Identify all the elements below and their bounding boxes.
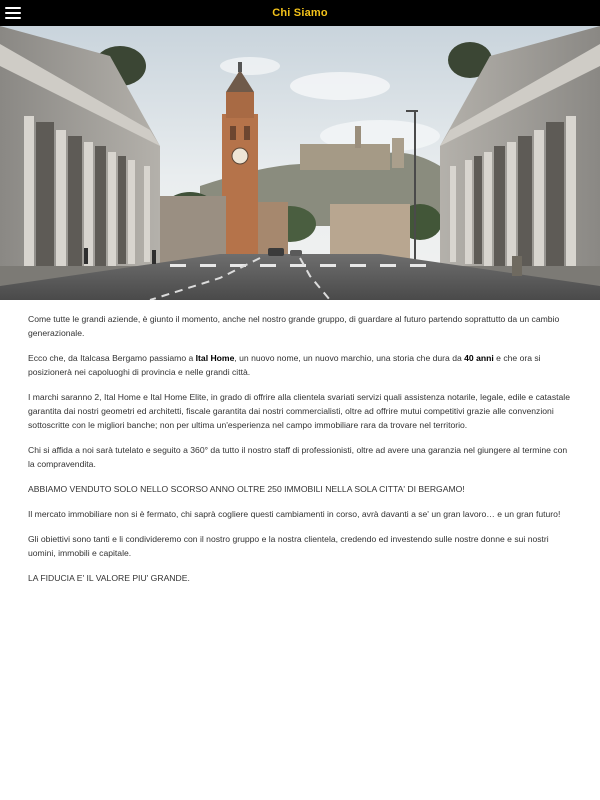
menu-line xyxy=(5,7,21,9)
paragraph xyxy=(28,351,572,379)
text-span: Ecco che, da Italcasa Bergamo passiamo a xyxy=(28,353,196,363)
hamburger-menu-icon[interactable] xyxy=(5,5,21,21)
paragraph: Chi si affida a noi sarà tutelato e seguito a 360° da tutto il nostro staff di professionisti, oltre ad avere una garanzia nel giungere al termine con la compravendita. xyxy=(28,445,568,469)
paragraph: I marchi saranno 2, Ital Home e Ital Home Elite, in grado di offrire alla clientela svariati servizi quali assistenza notarile, legale, edile e catastale garantita dai nostri geometri ed architetti, fiscale garantita dai nostri commercialisti, oltre ad offrire mutui competitivi grazie alle convenzioni sottoscritte con le migliori banche; non per ultima un'esperienza nel campo immobiliare rara da trovare nel territorio. xyxy=(28,392,570,430)
paragraph: ABBIAMO VENDUTO SOLO NELLO SCORSO ANNO OLTRE 250 IMMOBILI NELLA SOLA CITTA' DI BERGAMO! xyxy=(28,484,465,494)
page-title: Chi Siamo xyxy=(272,7,328,19)
paragraph: Il mercato immobiliare non si è fermato, chi saprà cogliere questi cambiamenti in corso, avrà davanti a se' un gran lavoro… e un gran futuro! xyxy=(28,509,561,519)
paragraph: Come tutte le grandi aziende, è giunto il momento, anche nel nostro grande gruppo, di guardare al futuro partendo soprattutto da un cambio generazionale. xyxy=(28,314,560,338)
paragraph: Gli obiettivi sono tanti e li condivideremo con il nostro gruppo e la nostra clientela, credendo ed investendo sulle nostre donne e sui nostri uomini, immobili e capitale. xyxy=(28,534,549,558)
city-street-clock-tower-photo xyxy=(0,26,600,300)
hero-photo xyxy=(0,26,600,300)
brand-name: Ital Home xyxy=(195,353,235,363)
text-span: , un nuovo nome, un nuovo marchio, una storia che dura da xyxy=(234,353,465,363)
app-header xyxy=(0,0,600,26)
about-text xyxy=(0,300,600,585)
paragraph: LA FIDUCIA E' IL VALORE PIU' GRANDE. xyxy=(28,573,190,583)
menu-line xyxy=(5,17,21,19)
menu-line xyxy=(5,12,21,14)
text-span: e che ora si posizionerà nei capoluoghi di provincia e nelle grandi città. xyxy=(28,353,541,377)
years-highlight: 40 anni xyxy=(464,353,494,363)
